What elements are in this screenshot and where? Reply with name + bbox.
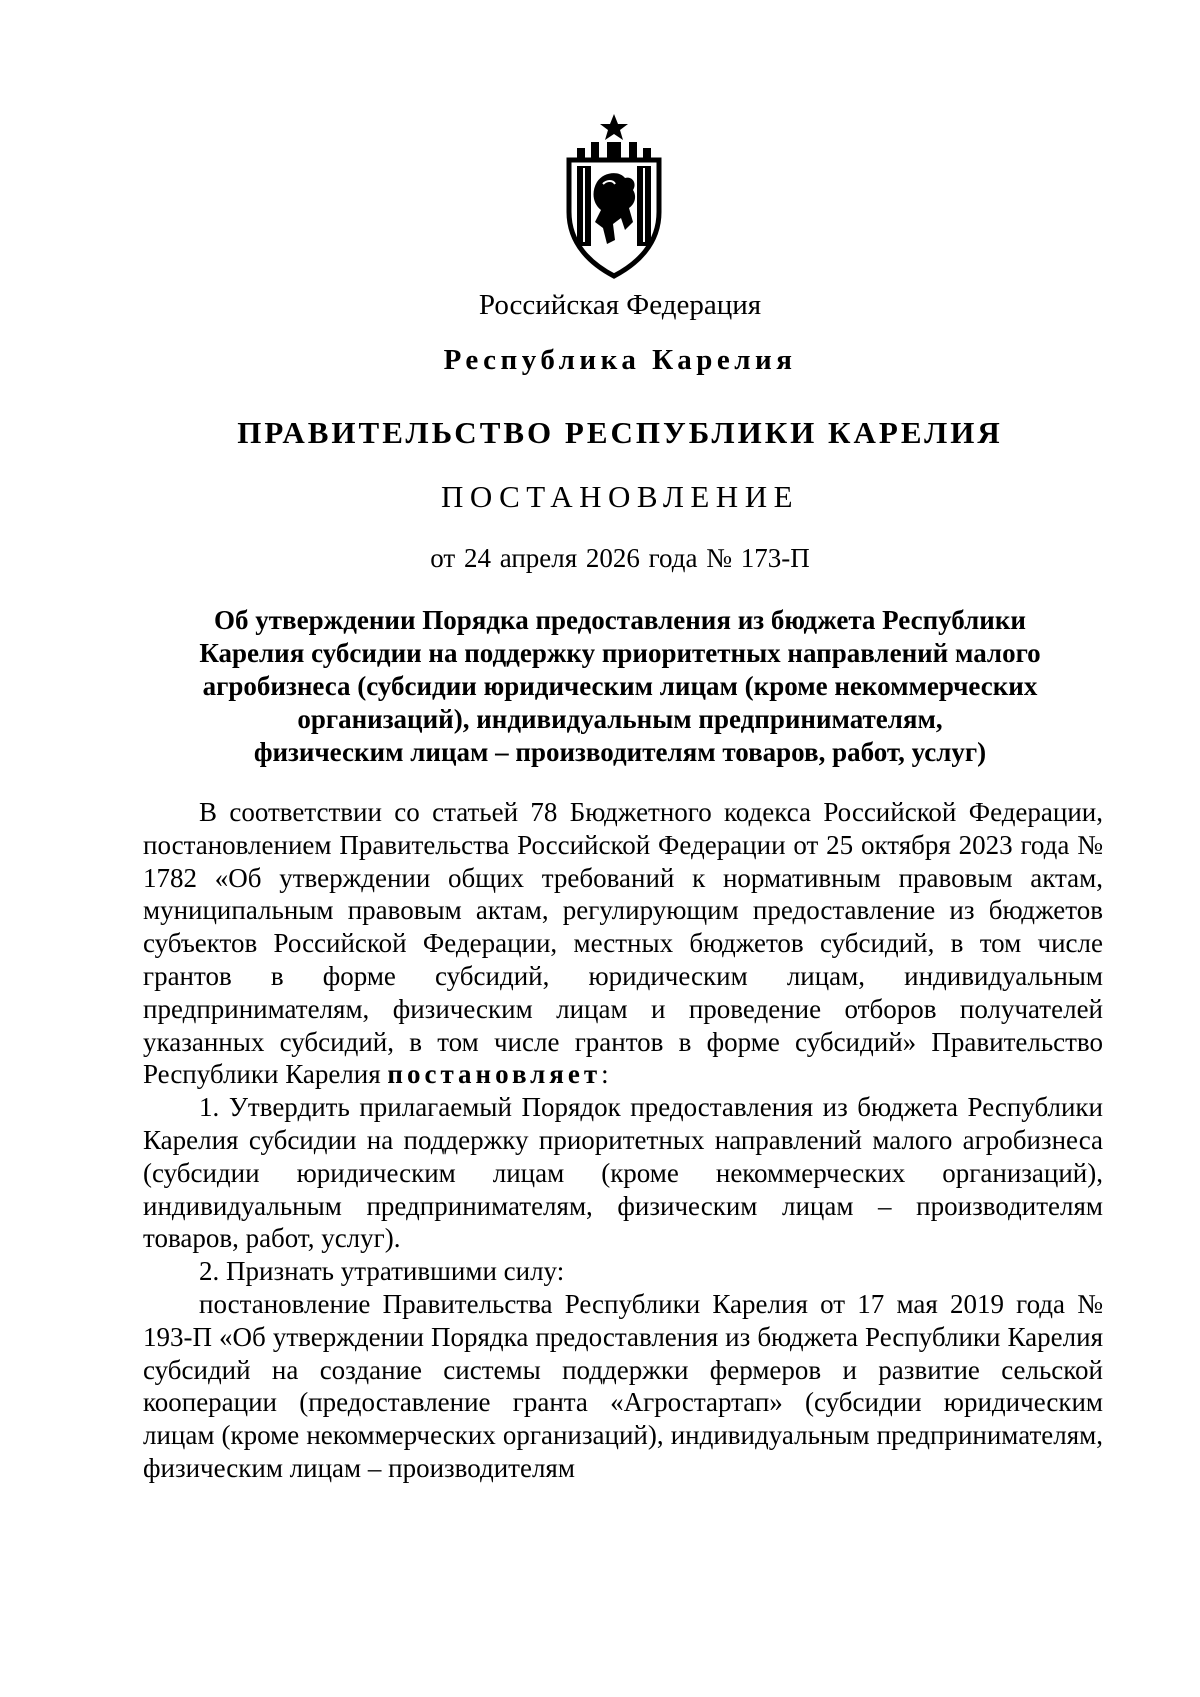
document-type: ПОСТАНОВЛЕНИЕ: [440, 479, 800, 514]
document-body: [143, 796, 1103, 1485]
republic-name: Республика Карелия: [443, 344, 797, 376]
item-2-paragraph: 2. Признать утратившими силу:: [199, 1256, 565, 1287]
title-line: организаций), индивидуальным предпринимателям,: [297, 704, 943, 734]
item-1-paragraph: 1. Утвердить прилагаемый Порядок предоставления из бюджета Республики Карелия субсидии на поддержку приоритетных направлений малого агробизнеса (субсидии юридическим лицам (кроме некоммерческих организаций), индивидуальным предпринимателям, физическим лицам – производителям товаров, работ, услуг).: [143, 1092, 1103, 1254]
title-line: Карелия субсидии на поддержку приоритетных направлений малого: [199, 638, 1041, 668]
preamble-colon: :: [601, 1059, 609, 1090]
preamble-text: В соответствии со статьей 78 Бюджетного кодекса Российской Федерации, постановлением Правительства Российской Федерации от 25 октября 2023 года № 1782 «Об утверждении общих требований к нормативным правовым актам, муниципальным правовым актам, регулирующим предоставление из бюджетов субъектов Российской Федерации, местных бюджетов субсидий, в том числе грантов в форме субсидий, юридическим лицам, индивидуальным предпринимателям, физическим лицам и проведение отборов получателей указанных субсидий, в том числе грантов в форме субсидий» Правительство Республики Карелия: [143, 797, 1103, 1090]
title-line: агробизнеса (субсидии юридическим лицам (кроме некоммерческих: [202, 671, 1038, 701]
resolves-word: постановляет: [387, 1059, 602, 1090]
item-2-sub-paragraph: постановление Правительства Республики Карелия от 17 мая 2019 года № 193-П «Об утверждении Порядка предоставления из бюджета Республики Карелия субсидий на создание системы поддержки фермеров и развитие сельской кооперации (предоставление гранта «Агростартап» (субсидии юридическим лицам (кроме некоммерческих организаций), индивидуальным предпринимателям, физическим лицам – производителям: [143, 1288, 1103, 1483]
preamble-paragraph: [143, 796, 1103, 1091]
country-name: Российская Федерация: [478, 289, 762, 321]
government-name: ПРАВИТЕЛЬСТВО РЕСПУБЛИКИ КАРЕЛИЯ: [237, 415, 1003, 450]
title-line: Об утверждении Порядка предоставления из бюджета Республики: [214, 605, 1026, 635]
title-line: физическим лицам – производителям товаров, работ, услуг): [253, 737, 987, 767]
document-title: [140, 604, 1100, 769]
document-date-number: от 24 апреля 2026 года № 173-П: [430, 543, 810, 573]
karelia-coat-of-arms-icon: [563, 112, 665, 280]
